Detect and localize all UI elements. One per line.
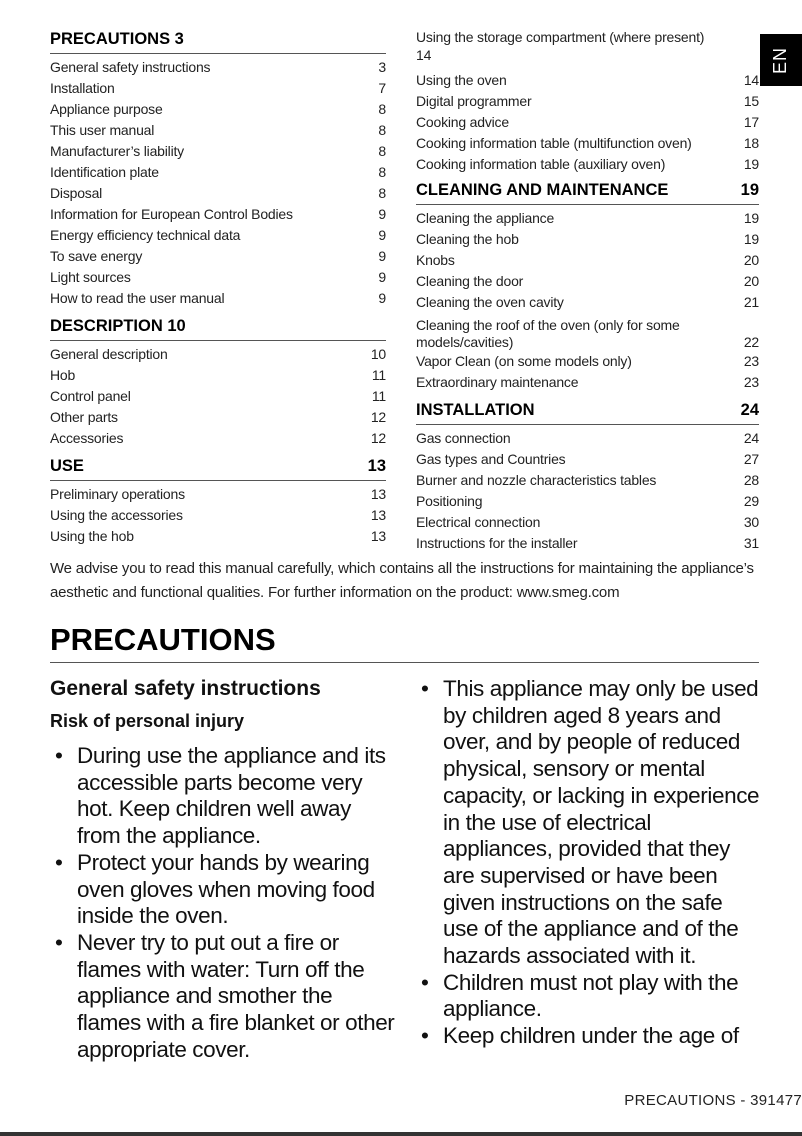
toc-entry[interactable] (416, 91, 759, 112)
toc-entry-title: Cleaning the appliance (416, 210, 555, 226)
toc-entry-page: 24 (743, 430, 759, 446)
toc-entry[interactable] (50, 99, 386, 120)
toc-entry-page: 8 (378, 122, 386, 138)
toc-entry-title: Preliminary operations (50, 486, 185, 502)
toc-heading-page: 13 (367, 457, 386, 475)
toc-entry-title: General description (50, 346, 168, 362)
toc-entry-page: 13 (370, 507, 386, 523)
toc-entry[interactable] (416, 470, 759, 491)
bullet-item: • During use the appliance and its accessible parts become very hot. Keep children well away from the appliance. (50, 743, 395, 850)
toc-entry-page: 22 (743, 334, 759, 350)
toc-entry-page: 27 (743, 451, 759, 467)
toc-entry-page: 12 (370, 409, 386, 425)
toc-entry-page: 21 (743, 294, 759, 310)
toc-entry-title: Positioning (416, 493, 483, 509)
toc-entry-page: 17 (743, 114, 759, 130)
toc-entry-title: Information for European Control Bodies (50, 206, 293, 222)
bullet-item: • Never try to put out a fire or flames with water: Turn off the appliance and smother the flames with a fire blanket or other appropriate cover. (50, 930, 395, 1064)
toc-entry-title: Other parts (50, 409, 118, 425)
toc-heading-title: INSTALLATION (416, 401, 535, 419)
toc-entry-page: 29 (743, 493, 759, 509)
toc-entry-title: To save energy (50, 248, 143, 264)
right-column (416, 676, 761, 1050)
toc-entry-page: 9 (378, 206, 386, 222)
toc-entry[interactable] (416, 533, 759, 554)
toc-entry-page: 9 (378, 248, 386, 264)
toc-entry[interactable] (416, 449, 759, 470)
toc-entry[interactable] (50, 141, 386, 162)
toc-heading-page: 24 (740, 401, 759, 419)
toc-heading-title: DESCRIPTION 10 (50, 317, 186, 335)
toc-entry-page: 18 (743, 135, 759, 151)
toc-entry-title: Appliance purpose (50, 101, 163, 117)
toc-entry-page: 12 (370, 430, 386, 446)
bullet-item: • Keep children under the age of (416, 1023, 761, 1050)
toc-entry-title: Extraordinary maintenance (416, 374, 579, 390)
toc-entry-title: Cleaning the hob (416, 231, 519, 247)
toc-entry-page: 20 (743, 252, 759, 268)
toc-entry-page: 28 (743, 472, 759, 488)
toc-entry-title: Digital programmer (416, 93, 532, 109)
toc-entry-title: Using the oven (416, 72, 507, 88)
toc-entry-page: 8 (378, 143, 386, 159)
toc-entry[interactable] (50, 407, 386, 428)
toc-entry-title: Manufacturer’s liability (50, 143, 184, 159)
toc-entry-page: 8 (378, 185, 386, 201)
toc-entry[interactable] (50, 288, 386, 309)
toc-entry-page: 31 (743, 535, 759, 551)
toc-entry-title: Vapor Clean (on some models only) (416, 353, 632, 369)
toc-entry-title: Control panel (50, 388, 131, 404)
toc-entry-title: Gas connection (416, 430, 511, 446)
toc-entry[interactable] (50, 484, 386, 505)
toc-entry-page: 19 (743, 156, 759, 172)
toc-entry-page: 19 (743, 231, 759, 247)
toc-heading-title: PRECAUTIONS 3 (50, 30, 184, 48)
bullet-item: • Protect your hands by wearing oven gloves when moving food inside the oven. (50, 850, 395, 930)
toc-entry[interactable] (50, 365, 386, 386)
toc-entry[interactable] (416, 372, 759, 393)
toc-entry-page: 8 (378, 101, 386, 117)
toc-entry-page: 9 (378, 227, 386, 243)
toc-entry[interactable] (50, 428, 386, 449)
toc-entry[interactable] (416, 28, 759, 70)
risk-title: Risk of personal injury (50, 711, 245, 731)
toc-entry[interactable] (50, 162, 386, 183)
left-column (50, 676, 395, 1063)
toc-entry-page: 23 (743, 374, 759, 390)
toc-entry[interactable] (50, 204, 386, 225)
toc-entry-title: Cooking information table (multifunction oven) (416, 135, 692, 151)
toc-entry[interactable] (50, 78, 386, 99)
toc-entry[interactable] (416, 112, 759, 133)
bullet-list-right (416, 676, 761, 1050)
bullet-item: • This appliance may only be used by children aged 8 years and over, and by people of reduced physical, sensory or mental capacity, or lacking in experience in the use of electrical appliances, provided that they are supervised or have been given instructions on the safe use of the appliance and of the hazards associated with it. (416, 676, 761, 970)
toc-entry[interactable] (416, 133, 759, 154)
toc-entry-title: Cleaning the oven cavity (416, 294, 564, 310)
toc-entry-title: Instructions for the installer (416, 535, 578, 551)
toc-heading-title: USE (50, 457, 84, 475)
toc-entry-page: 19 (743, 210, 759, 226)
toc-entry[interactable] (416, 313, 759, 351)
toc-entry[interactable] (50, 183, 386, 204)
toc-entry[interactable] (50, 246, 386, 267)
toc-entry-page: 9 (378, 269, 386, 285)
toc-entry-title: How to read the user manual (50, 290, 225, 306)
toc-section-heading[interactable] (50, 315, 386, 341)
toc-entry-page: 23 (743, 353, 759, 369)
toc-entry[interactable] (416, 292, 759, 313)
toc-entry[interactable] (50, 505, 386, 526)
toc-entry[interactable] (416, 154, 759, 175)
toc-entry[interactable] (50, 57, 386, 78)
bullet-list-left (50, 743, 395, 1063)
toc-entry-page: 15 (743, 93, 759, 109)
bottom-rule (0, 1132, 802, 1136)
toc-entry[interactable] (416, 351, 759, 372)
toc-entry-page: 7 (378, 80, 386, 96)
section-title: PRECAUTIONS (50, 622, 759, 663)
toc-entry[interactable] (416, 250, 759, 271)
toc-entry[interactable] (416, 70, 759, 91)
toc-entry[interactable] (50, 267, 386, 288)
toc-entry-title: Cleaning the door (416, 273, 524, 289)
toc-entry-title: Accessories (50, 430, 124, 446)
toc-entry-title: Cooking information table (auxiliary oven) (416, 156, 666, 172)
toc-entry-title: Cooking advice (416, 114, 509, 130)
toc-entry-page: 8 (378, 164, 386, 180)
toc-entry-title: Using the hob (50, 528, 134, 544)
toc-entry-page: 11 (371, 388, 386, 404)
toc-entry-title: General safety instructions (50, 59, 211, 75)
toc-entry-title: Installation (50, 80, 115, 96)
toc-entry-title: Electrical connection (416, 514, 541, 530)
toc-entry[interactable] (416, 208, 759, 229)
toc-section-heading[interactable] (50, 455, 386, 481)
toc-entry[interactable] (50, 120, 386, 141)
toc-entry-title: Disposal (50, 185, 103, 201)
toc-entry-title: Energy efficiency technical data (50, 227, 241, 243)
toc-entry-page: 20 (743, 273, 759, 289)
toc-section-heading[interactable] (416, 399, 759, 425)
bullet-item: • Children must not play with the appliance. (416, 970, 761, 1023)
toc-entry[interactable] (416, 229, 759, 250)
page-footer: PRECAUTIONS - 391477 (624, 1092, 802, 1109)
toc-entry-page: 11 (371, 367, 386, 383)
toc-section-heading[interactable] (50, 28, 386, 54)
toc-right (416, 28, 759, 560)
toc-entry[interactable] (416, 271, 759, 292)
toc-entry[interactable] (50, 386, 386, 407)
toc-entry-title: Light sources (50, 269, 131, 285)
toc-entry-page: 13 (370, 486, 386, 502)
toc-entry-title: Cleaning the roof of the oven (only for some models/cavities) (416, 317, 680, 350)
toc-entry[interactable] (50, 344, 386, 365)
toc-entry-title: This user manual (50, 122, 155, 138)
toc-entry-page: 13 (370, 528, 386, 544)
language-tab: EN (760, 34, 802, 86)
toc-entry[interactable] (416, 512, 759, 533)
toc-entry-page: 14 (743, 72, 759, 88)
toc-entry-page: 14 (416, 47, 432, 63)
toc-entry-title: Burner and nozzle characteristics tables (416, 472, 657, 488)
toc-entry-title: Identification plate (50, 164, 159, 180)
toc-entry-page: 30 (743, 514, 759, 530)
toc-entry[interactable] (416, 491, 759, 512)
intro-paragraph: We advise you to read this manual carefully, which contains all the instructions for maintaining the appliance’s aesthetic and functional qualities. For further information on the product: www.smeg.com (50, 560, 754, 601)
toc-entry-page: 10 (370, 346, 386, 362)
subsection-title: General safety instructions (50, 677, 321, 700)
toc-entry[interactable] (416, 428, 759, 449)
toc-entry[interactable] (50, 526, 386, 547)
toc-entry-title: Using the storage compartment (where present) (416, 29, 705, 45)
toc-section-heading[interactable] (416, 179, 759, 205)
toc-entry-page: 3 (378, 59, 386, 75)
toc-left (50, 28, 386, 553)
toc-entry[interactable] (50, 225, 386, 246)
toc-entry-page: 9 (378, 290, 386, 306)
toc-heading-page: 19 (740, 181, 759, 199)
toc-entry-title: Using the accessories (50, 507, 183, 523)
toc-heading-title: CLEANING AND MAINTENANCE (416, 181, 669, 199)
toc-entry-title: Gas types and Countries (416, 451, 566, 467)
toc-entry-title: Knobs (416, 252, 455, 268)
toc-entry-title: Hob (50, 367, 76, 383)
